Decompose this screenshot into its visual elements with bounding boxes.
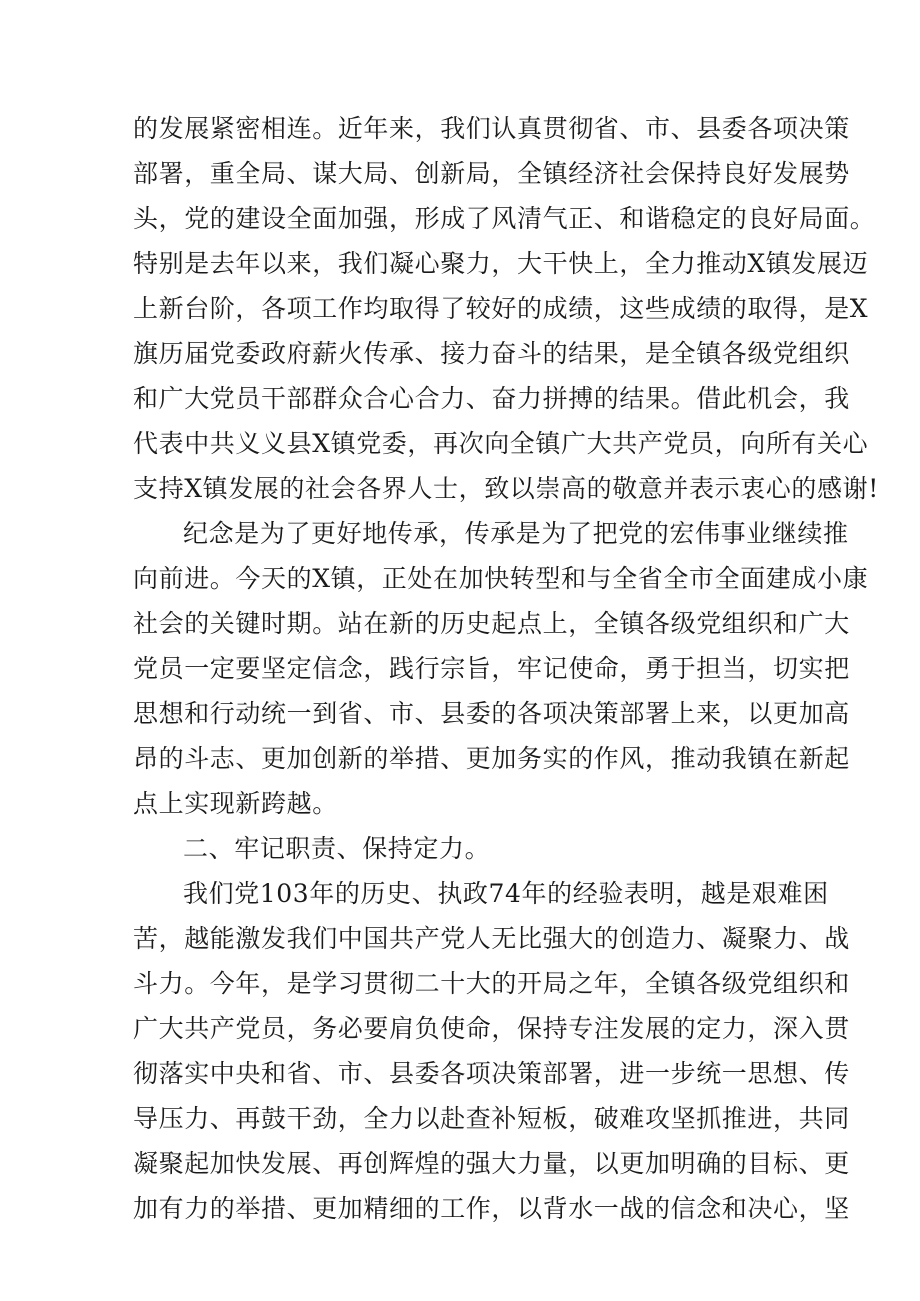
section-heading: 二、牢记职责、保持定力。	[183, 834, 491, 863]
text-line-2: 部署，重全局、谋大局、创新局，全镇经济社会保持良好发展势	[133, 159, 850, 188]
text-line-8: 代表中共义义县X镇党委，再次向全镇广大共产党员，向所有关心	[133, 429, 869, 458]
text-line-9: 支持X镇发展的社会各界人士，致以崇高的敬意并表示衷心的感谢!	[133, 474, 879, 503]
text-line-14: 思想和行动统一到省、市、县委的各项决策部署上来，以更加高	[133, 699, 850, 728]
text-line-4: 特别是去年以来，我们凝心聚力，大干快上，全力推动X镇发展迈	[133, 249, 869, 278]
text-line-20: 斗力。今年，是学习贯彻二十大的开局之年，全镇各级党组织和	[133, 969, 850, 998]
text-line-16: 点上实现新跨越。	[133, 789, 338, 818]
text-line-1: 的发展紧密相连。近年来，我们认真贯彻省、市、县委各项决策	[133, 114, 850, 143]
text-line-6: 旗历届党委政府薪火传承、接力奋斗的结果，是全镇各级党组织	[133, 339, 850, 368]
text-line-15: 昂的斗志、更加创新的举措、更加务实的作风，推动我镇在新起	[133, 744, 850, 773]
text-line-18: 我们党103年的历史、执政74年的经验表明，越是艰难困	[183, 879, 829, 908]
text-line-5: 上新台阶，各项工作均取得了较好的成绩，这些成绩的取得，是X	[133, 294, 869, 323]
text-line-24: 凝聚起加快发展、再创辉煌的强大力量，以更加明确的目标、更	[133, 1149, 850, 1178]
text-line-11: 向前进。今天的X镇，正处在加快转型和与全省全市全面建成小康	[133, 564, 869, 593]
text-line-25: 加有力的举措、更加精细的工作，以背水一战的信念和决心，坚	[133, 1194, 850, 1223]
text-line-12: 社会的关键时期。站在新的历史起点上，全镇各级党组织和广大	[133, 609, 850, 638]
text-line-22: 彻落实中央和省、市、县委各项决策部署，进一步统一思想、传	[133, 1059, 850, 1088]
text-line-3: 头，党的建设全面加强，形成了风清气正、和谐稳定的良好局面。	[133, 204, 876, 233]
text-line-7: 和广大党员干部群众合心合力、奋力拼搏的结果。借此机会，我	[133, 384, 850, 413]
text-line-21: 广大共产党员，务必要肩负使命，保持专注发展的定力，深入贯	[133, 1014, 850, 1043]
text-line-23: 导压力、再鼓干劲，全力以赴查补短板，破难攻坚抓推进，共同	[133, 1104, 850, 1133]
text-line-10: 纪念是为了更好地传承，传承是为了把党的宏伟事业继续推	[183, 519, 849, 548]
text-line-19: 苦，越能激发我们中国共产党人无比强大的创造力、凝聚力、战	[133, 924, 850, 953]
text-line-13: 党员一定要坚定信念，践行宗旨，牢记使命，勇于担当，切实把	[133, 654, 850, 683]
